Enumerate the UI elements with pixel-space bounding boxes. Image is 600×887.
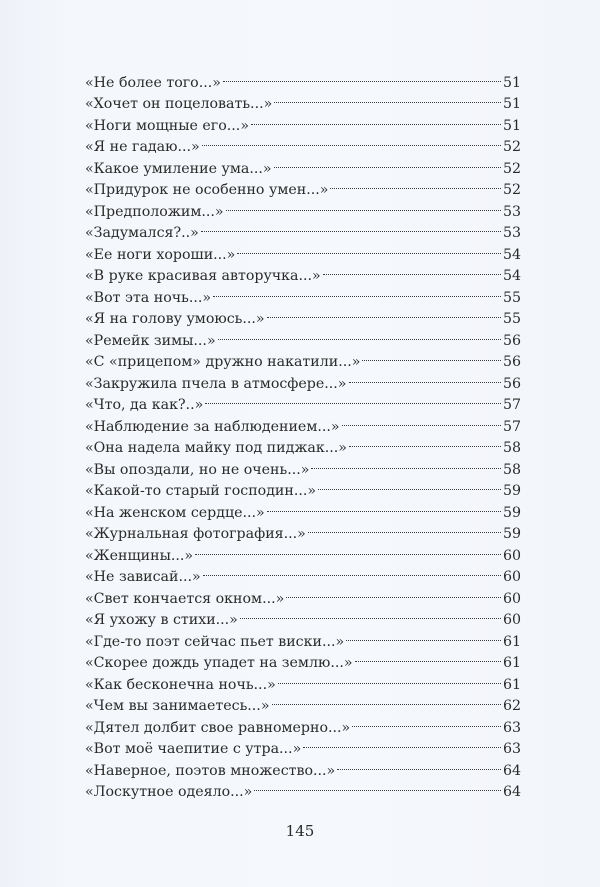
dot-leader <box>213 280 501 302</box>
toc-entry-title: «Какое умиление ума...» <box>85 160 272 177</box>
toc-entry-page: 62 <box>502 698 521 714</box>
dot-leader <box>278 667 501 689</box>
toc-entry-title: «Ремейк зимы...» <box>85 332 216 349</box>
toc-entry <box>85 65 521 91</box>
toc-entry-title: «Журнальная фотография...» <box>85 526 306 542</box>
dot-leader <box>205 388 501 410</box>
toc-entry-title: «Наверное, поэтов множество...» <box>85 762 336 779</box>
toc-entry-page: 63 <box>502 719 521 736</box>
toc-entry-page: 54 <box>502 268 521 284</box>
toc-entry-title: «Я на голову умоюсь...» <box>85 311 265 327</box>
dot-leader <box>218 323 501 345</box>
toc-entry-title: «Я не гадаю...» <box>85 139 200 155</box>
dot-leader <box>346 624 501 646</box>
dot-leader <box>203 560 501 582</box>
dot-leader <box>342 409 501 431</box>
dot-leader <box>226 194 501 216</box>
toc-entry-page: 61 <box>502 655 521 671</box>
toc-entry-page: 55 <box>502 289 521 306</box>
toc-entry-page: 60 <box>502 547 521 564</box>
dot-leader <box>349 431 501 453</box>
dot-leader <box>355 646 501 668</box>
dot-leader <box>195 538 501 560</box>
dot-leader <box>286 581 501 603</box>
toc-entry-title: «Хочет он поцеловать...» <box>85 96 273 112</box>
toc-entry-title: «Женщины...» <box>85 547 194 564</box>
toc-entry-title: «Какой-то старый господин...» <box>85 483 317 499</box>
toc-entry-title: «Не более того...» <box>85 74 221 91</box>
toc-entry-title: «Ее ноги хороши...» <box>85 246 236 263</box>
dot-leader <box>202 130 501 152</box>
toc-entry-page: 56 <box>502 375 521 392</box>
dot-leader <box>267 495 501 517</box>
dot-leader <box>303 732 501 754</box>
toc-entry-page: 64 <box>502 784 521 800</box>
toc-entry-title: «Что, да как?..» <box>85 397 204 413</box>
toc-entry-page: 61 <box>502 676 521 693</box>
toc-entry-title: «Наблюдение за наблюдением...» <box>85 418 340 435</box>
dot-leader <box>274 87 501 109</box>
toc-entry-title: «Свет кончается окном...» <box>85 590 285 607</box>
toc-entry-page: 57 <box>502 418 521 435</box>
toc-entry-page: 51 <box>502 96 521 112</box>
table-of-contents <box>85 65 521 800</box>
toc-entry-page: 60 <box>502 590 521 607</box>
toc-entry-page: 52 <box>502 182 521 198</box>
toc-entry-title: «Задумался?..» <box>85 225 199 241</box>
dot-leader <box>274 151 501 173</box>
toc-entry-title: «Чем вы занимаетесь...» <box>85 698 270 714</box>
toc-entry-title: «Вот эта ночь...» <box>85 289 212 306</box>
dot-leader <box>240 603 501 625</box>
dot-leader <box>254 775 501 797</box>
toc-entry-title: «В руке красивая авторучка...» <box>85 268 321 284</box>
toc-entry-page: 52 <box>502 139 521 155</box>
toc-entry-page: 61 <box>502 633 521 650</box>
toc-entry-title: «Скорее дождь упадет на землю...» <box>85 655 353 671</box>
toc-entry-title: «Вы опоздали, но не очень...» <box>85 461 310 478</box>
dot-leader <box>267 302 501 324</box>
toc-entry-title: «Она надела майку под пиджак...» <box>85 440 347 456</box>
toc-entry-page: 59 <box>502 526 521 542</box>
toc-entry-page: 60 <box>502 569 521 585</box>
toc-entry-page: 64 <box>502 762 521 779</box>
toc-entry-page: 59 <box>502 483 521 499</box>
toc-entry-title: «Предположим...» <box>85 203 224 220</box>
toc-entry-title: «Я ухожу в стихи...» <box>85 612 238 628</box>
dot-leader <box>330 173 501 195</box>
toc-entry-page: 54 <box>502 246 521 263</box>
toc-entry-title: «Не зависай...» <box>85 569 201 585</box>
toc-entry-title: «Дятел долбит свое равномерно...» <box>85 719 351 736</box>
dot-leader <box>311 452 500 474</box>
toc-entry-page: 60 <box>502 612 521 628</box>
toc-entry-title: «Ноги мощные его...» <box>85 117 249 134</box>
dot-leader <box>349 366 501 388</box>
page-number: 145 <box>285 822 315 840</box>
toc-entry-page: 59 <box>502 504 521 521</box>
toc-entry-page: 53 <box>502 203 521 220</box>
dot-leader <box>201 216 501 238</box>
toc-entry-title: «С «прицепом» дружно накатили...» <box>85 354 361 370</box>
dot-leader <box>223 65 501 87</box>
dot-leader <box>323 259 501 281</box>
toc-entry-page: 52 <box>502 160 521 177</box>
dot-leader <box>352 710 501 732</box>
toc-entry-title: «Лоскутное одеяло...» <box>85 784 253 800</box>
toc-entry-page: 55 <box>502 311 521 327</box>
toc-entry-title: «Придурок не особенно умен...» <box>85 182 329 198</box>
dot-leader <box>272 689 501 711</box>
toc-entry-page: 53 <box>502 225 521 241</box>
toc-entry-page: 63 <box>502 741 521 757</box>
toc-entry-page: 51 <box>502 74 521 91</box>
toc-entry-page: 58 <box>502 461 521 478</box>
dot-leader <box>308 517 501 539</box>
toc-entry-title: «На женском сердце...» <box>85 504 265 521</box>
toc-entry-title: «Закружила пчела в атмосфере...» <box>85 375 347 392</box>
dot-leader <box>337 753 501 775</box>
dot-leader <box>237 237 501 259</box>
dot-leader <box>251 108 501 130</box>
dot-leader <box>318 474 501 496</box>
toc-entry-page: 56 <box>502 332 521 349</box>
toc-entry-title: «Вот моё чаепитие с утра...» <box>85 741 302 757</box>
toc-entry-page: 57 <box>502 397 521 413</box>
toc-entry-title: «Как бесконечна ночь...» <box>85 676 276 693</box>
toc-entry-title: «Где-то поэт сейчас пьет виски...» <box>85 633 345 650</box>
dot-leader <box>362 345 501 367</box>
toc-entry-page: 56 <box>502 354 521 370</box>
toc-entry-page: 58 <box>502 440 521 456</box>
toc-entry-page: 51 <box>502 117 521 134</box>
